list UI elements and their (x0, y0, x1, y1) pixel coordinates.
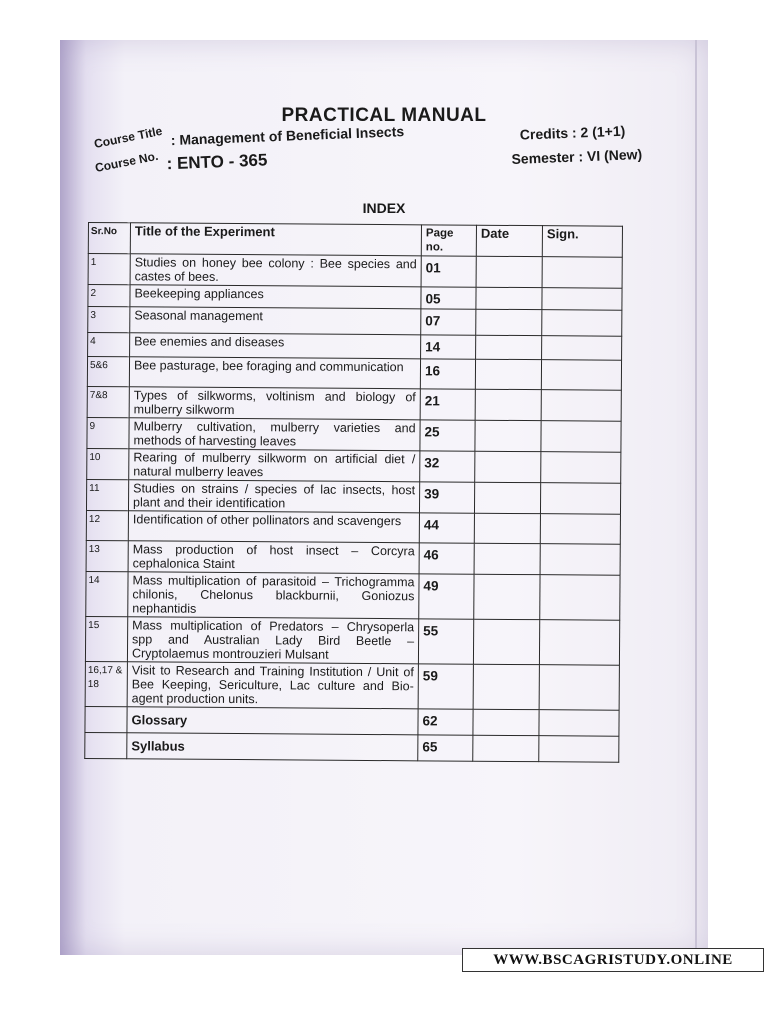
table-row (86, 510, 620, 544)
row-date-cell (475, 451, 541, 482)
row-title: Glossary (127, 707, 418, 735)
table-row (86, 540, 620, 575)
index-heading: INDEX (362, 200, 406, 216)
row-sign-cell (542, 288, 622, 311)
row-page-no: 01 (421, 256, 476, 287)
table-row (88, 307, 622, 337)
row-title: Mulberry cultivation, mulberry varieties and methods of harvesting leaves (129, 418, 420, 451)
table-row (85, 661, 619, 710)
row-title: Visit to Research and Training Institution / Unit of Bee Keeping, Sericulture, Lac culture and Bio-agent production units. (127, 662, 418, 709)
table-body (85, 254, 623, 763)
row-sr-no: 7&8 (87, 386, 129, 417)
header-sr-no: Sr.No (88, 223, 130, 254)
table-row (87, 386, 621, 421)
row-sr-no: 3 (88, 307, 130, 333)
table-row (86, 571, 620, 620)
table-row (87, 448, 621, 483)
row-date-cell (475, 389, 541, 420)
table-row (88, 254, 622, 289)
document-title: PRACTICAL MANUAL (281, 105, 487, 126)
row-sr-no: 15 (85, 616, 127, 661)
row-page-no: 65 (418, 735, 473, 761)
row-page-no: 25 (420, 420, 475, 451)
row-sr-no: 16,17 & 18 (85, 661, 127, 706)
row-sr-no: 5&6 (87, 357, 129, 387)
row-sign-cell (540, 544, 620, 576)
row-date-cell (476, 335, 542, 359)
header-page-no: Page no. (421, 225, 476, 256)
row-date-cell (474, 482, 540, 513)
header-title: Title of the Experiment (130, 223, 421, 256)
course-no-label: Course No. (93, 148, 160, 175)
row-sign-cell (541, 452, 621, 484)
row-page-no: 55 (418, 619, 473, 664)
row-sign-cell (542, 336, 622, 361)
course-title-label: Course Title (92, 123, 164, 151)
row-title: Bee enemies and diseases (130, 333, 421, 359)
table-row (85, 732, 619, 762)
row-page-no: 59 (418, 664, 473, 709)
row-sign-cell (541, 421, 621, 453)
row-sign-cell (540, 483, 620, 515)
row-title: Mass multiplication of Predators – Chrysoperla spp and Australian Lady Bird Beetle – Cryptolaemus montrouzieri Mulsant (127, 617, 418, 664)
row-date-cell (475, 359, 541, 389)
row-page-no: 32 (420, 451, 475, 482)
index-table (84, 222, 623, 763)
row-date-cell (476, 287, 542, 309)
row-page-no: 14 (421, 335, 476, 359)
row-page-no: 07 (421, 309, 476, 335)
row-sr-no: 14 (86, 571, 128, 616)
row-title: Rearing of mulberry silkworm on artificial diet / natural mulberry leaves (129, 449, 420, 482)
row-sr-no: 9 (87, 417, 129, 448)
row-title: Mass multiplication of parasitoid – Trichogramma chilonis, Chelonus blackburnii, Goniozus nephantidis (128, 572, 419, 619)
credits: Credits : 2 (1+1) (519, 122, 626, 143)
row-sr-no: 13 (86, 540, 128, 571)
row-sr-no: 4 (88, 333, 130, 357)
row-sign-cell (541, 390, 621, 422)
row-page-no: 16 (420, 359, 475, 389)
row-title: Studies on strains / species of lac insects, host plant and their identification (128, 480, 419, 513)
row-title: Bee pasturage, bee foraging and communication (129, 357, 420, 389)
row-date-cell (474, 574, 540, 619)
row-date-cell (473, 709, 539, 735)
course-no-value: : ENTO - 365 (166, 150, 268, 174)
row-title: Identification of other pollinators and scavengers (128, 511, 419, 543)
website-watermark: WWW.BSCAGRISTUDY.ONLINE (462, 948, 764, 972)
row-page-no: 05 (421, 287, 476, 309)
row-page-no: 49 (419, 574, 474, 619)
row-sign-cell (539, 736, 619, 763)
course-no-row (93, 148, 268, 177)
row-date-cell (476, 256, 542, 287)
index-table-wrapper (84, 222, 623, 763)
row-title: Mass production of host insect – Corcyra cephalonica Staint (128, 541, 419, 574)
row-sign-cell (539, 620, 619, 666)
row-sign-cell (539, 710, 619, 737)
row-sign-cell (540, 575, 620, 621)
row-page-no: 46 (419, 543, 474, 574)
course-title-value: : Management of Beneficial Insects (170, 123, 405, 149)
page-edge (695, 40, 697, 955)
row-date-cell (475, 420, 541, 451)
row-date-cell (474, 543, 540, 574)
row-title: Studies on honey bee colony : Bee species and castes of bees. (130, 254, 421, 287)
row-sign-cell (542, 310, 622, 337)
row-title: Seasonal management (130, 307, 421, 335)
header-sign: Sign. (542, 226, 622, 258)
table-row (86, 479, 620, 514)
row-sr-no: 1 (88, 254, 130, 285)
row-sr-no: 11 (86, 479, 128, 510)
row-page-no: 62 (418, 709, 473, 735)
row-date-cell (473, 735, 539, 761)
table-row (87, 417, 621, 452)
table-row (87, 357, 621, 391)
row-page-no: 44 (419, 513, 474, 543)
row-title: Types of silkworms, voltinism and biology of mulberry silkworm (129, 387, 420, 420)
row-sr-no: 10 (87, 448, 129, 479)
table-row (85, 616, 619, 665)
row-date-cell (473, 664, 539, 709)
row-sr-no: 12 (86, 510, 128, 540)
row-title: Syllabus (127, 733, 418, 761)
row-date-cell (473, 619, 539, 664)
header-date: Date (476, 225, 542, 256)
row-sr-no: 2 (88, 285, 130, 307)
table-row (85, 706, 619, 736)
row-sign-cell (542, 257, 622, 289)
table-header-row (88, 223, 622, 258)
row-title: Beekeeping appliances (130, 285, 421, 309)
row-sign-cell (539, 665, 619, 711)
row-page-no: 39 (419, 482, 474, 513)
semester: Semester : VI (New) (511, 146, 643, 168)
row-date-cell (474, 513, 540, 543)
row-sr-no (85, 706, 127, 732)
row-sign-cell (540, 514, 620, 545)
row-sign-cell (541, 360, 621, 391)
row-page-no: 21 (420, 389, 475, 420)
row-date-cell (476, 309, 542, 335)
row-sr-no (85, 732, 127, 758)
